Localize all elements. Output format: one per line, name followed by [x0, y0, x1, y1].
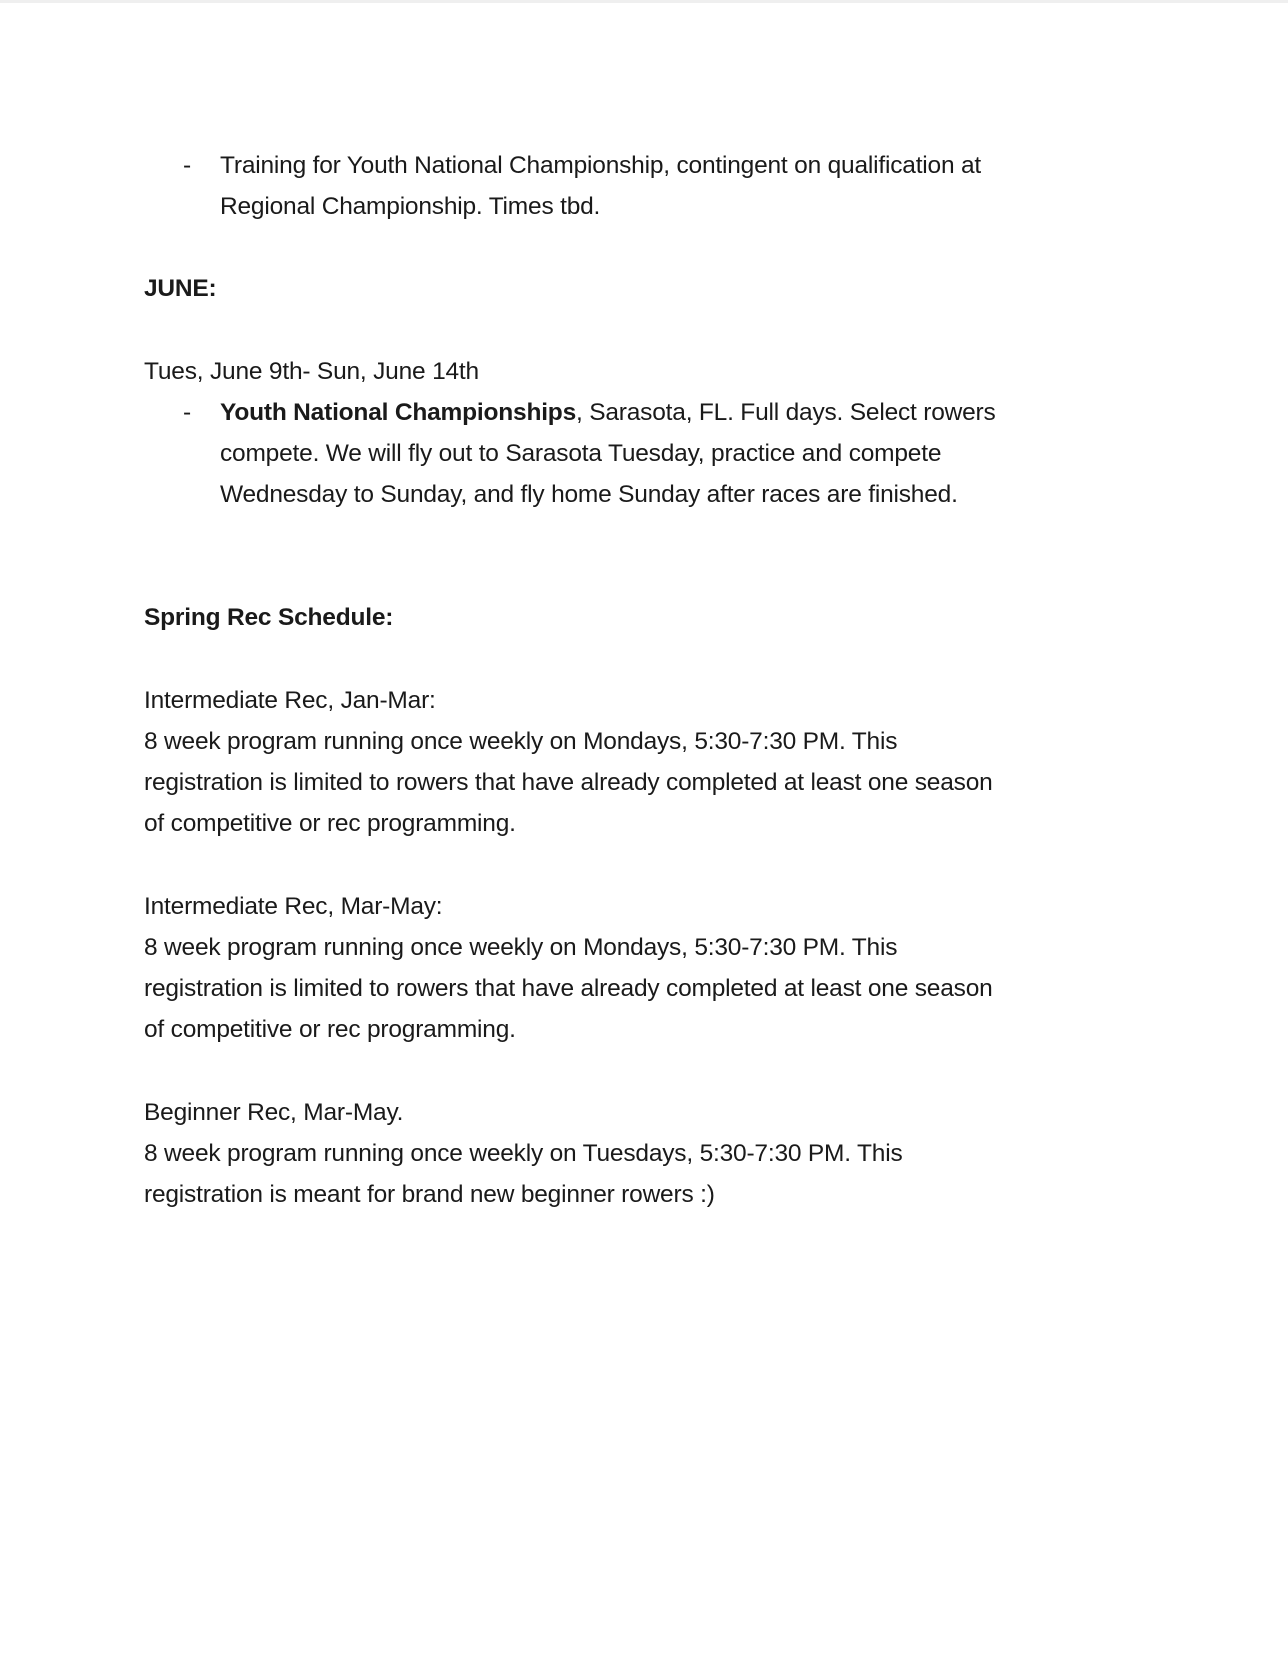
program-title: Intermediate Rec, Mar-May: [144, 893, 443, 920]
bullet-line: compete. We will fly out to Sarasota Tuesday, practice and compete [220, 440, 942, 467]
bullet-line: Wednesday to Sunday, and fly home Sunday after races are finished. [220, 481, 958, 508]
program-line: registration is meant for brand new beginner rowers :) [144, 1181, 715, 1208]
event-details: , Sarasota, FL. Full days. Select rowers [576, 399, 996, 426]
program-line: 8 week program running once weekly on Mondays, 5:30-7:30 PM. This [144, 934, 898, 961]
bullet-line [220, 392, 996, 433]
program-line: of competitive or rec programming. [144, 1016, 516, 1043]
bullet-line: Regional Championship. Times tbd. [220, 193, 601, 220]
bullet-dash: - [183, 152, 191, 179]
bullet-line: Training for Youth National Championship, contingent on qualification at [220, 152, 982, 179]
program-line: registration is limited to rowers that have already completed at least one season [144, 769, 993, 796]
bullet-dash: - [183, 399, 191, 426]
program-title: Beginner Rec, Mar-May. [144, 1099, 404, 1126]
program-line: of competitive or rec programming. [144, 810, 516, 837]
event-title: Youth National Championships [220, 399, 577, 426]
june-date-range: Tues, June 9th- Sun, June 14th [144, 358, 479, 385]
spring-rec-heading: Spring Rec Schedule: [144, 604, 394, 631]
program-title: Intermediate Rec, Jan-Mar: [144, 687, 436, 714]
program-line: 8 week program running once weekly on Mondays, 5:30-7:30 PM. This [144, 728, 898, 755]
june-heading: JUNE: [144, 275, 217, 302]
program-line: registration is limited to rowers that have already completed at least one season [144, 975, 993, 1002]
program-line: 8 week program running once weekly on Tuesdays, 5:30-7:30 PM. This [144, 1140, 903, 1167]
